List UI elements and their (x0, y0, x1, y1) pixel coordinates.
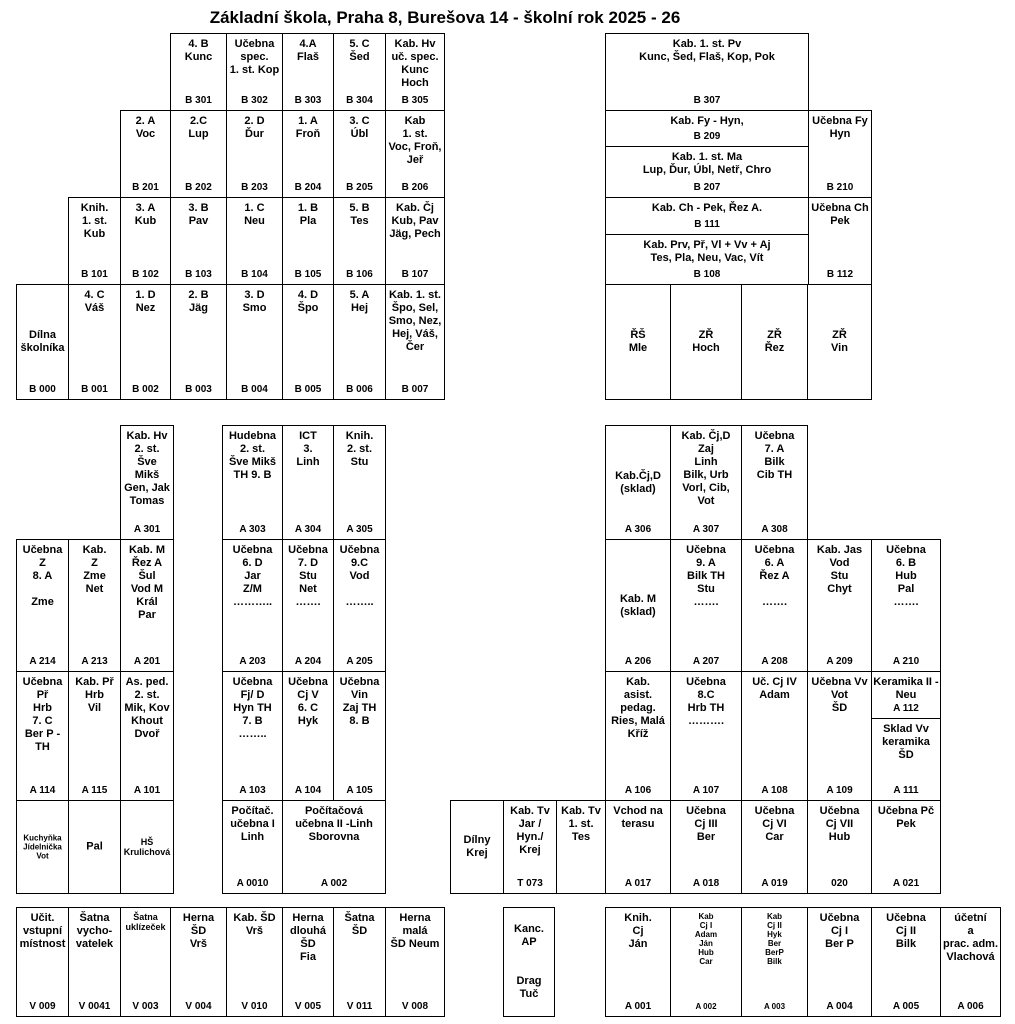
room-label: As. ped. 2. st. Mik, Kov Khout Dvoř (124, 676, 170, 740)
room-v008 (385, 907, 445, 1017)
room-code: V 009 (29, 1001, 56, 1012)
room-code: A 213 (81, 656, 108, 667)
room-a304 (282, 425, 334, 540)
room-label: 2. A Voc (135, 115, 156, 140)
room-b305 (385, 33, 445, 111)
room-label: Kab. Ch - Pek, Řez A. (651, 202, 763, 214)
room-dilny (450, 800, 504, 894)
room-code: A 114 (29, 785, 56, 796)
room-label: 2. B Jäg (188, 289, 209, 314)
room-a018 (670, 800, 742, 894)
room-v009 (16, 907, 69, 1017)
room-label: Učebna 7. D Stu Net ……. (288, 544, 328, 608)
room-label: Učebna 9. A Bilk TH Stu ……. (686, 544, 726, 608)
room-code: A 101 (133, 785, 161, 796)
room-label: Učebna Pč Pek (877, 805, 935, 830)
room-code: A 103 (239, 785, 266, 796)
room-v004 (170, 907, 227, 1017)
room-hs (120, 800, 174, 894)
room-r020 (807, 800, 872, 894)
room-label: 4. C Váš (84, 289, 105, 314)
room-b210 (808, 110, 872, 198)
room-label: 2. D Ďur (244, 115, 265, 140)
room-code: B 307 (693, 95, 721, 106)
room-a017 (605, 800, 671, 894)
room-code: A 005 (892, 1001, 920, 1012)
page-title: Základní škola, Praha 8, Burešova 14 - školní rok 2025 - 26 (209, 8, 681, 27)
room-code: B 003 (185, 384, 212, 395)
room-label: Učebna Fy Hyn (812, 115, 868, 140)
room-v010 (226, 907, 283, 1017)
room-code: A 001 (624, 1001, 652, 1012)
room-b005 (282, 284, 334, 400)
room-code: B 302 (241, 95, 268, 106)
room-label: Kab Cj II Hyk Ber BerP Bilk (765, 912, 784, 966)
room-a103 (222, 671, 283, 801)
room-label: 3. B Pav (188, 202, 209, 227)
room-code: B 004 (241, 384, 268, 395)
room-code: A 108 (761, 785, 788, 796)
room-a0010 (222, 800, 283, 894)
room-label: Kab.Čj,D (sklad) (615, 469, 661, 495)
room-code: A 018 (692, 878, 720, 889)
room-code: B 210 (826, 182, 854, 193)
room-label: Kab. Př Hrb Vil (75, 676, 114, 714)
room-label: Kab. Jas Vod Stu Chyt (816, 544, 863, 595)
room-code: A 306 (624, 524, 652, 535)
room-label: Knih. 1. st. Kub (80, 202, 109, 240)
room-code: V 003 (132, 1001, 159, 1012)
room-a307 (670, 425, 742, 540)
room-code: A 019 (761, 878, 788, 889)
room-label: 5. A Hej (349, 289, 370, 314)
room-code: B 108 (693, 269, 721, 280)
room-code: A 201 (133, 656, 161, 667)
room-label: Kab. Hv uč. spec. Kunc Hoch (391, 38, 439, 89)
room-code: V 008 (401, 1001, 429, 1012)
room-b106 (333, 197, 386, 285)
room-a207 (670, 539, 742, 672)
room-code: B 106 (346, 269, 373, 280)
room-code: A 206 (624, 656, 652, 667)
room-code: B 001 (81, 384, 108, 395)
room-code: T 073 (517, 878, 543, 889)
room-label: Kab. Tv Jar / Hyn./ Krej (510, 805, 550, 856)
room-code: B 206 (401, 182, 429, 193)
room-code: A 214 (29, 656, 56, 667)
room-code: A 104 (294, 785, 322, 796)
room-label: Uč. Cj IV Adam (752, 676, 797, 701)
room-code: A 109 (826, 785, 853, 796)
room-a208 (741, 539, 808, 672)
room-b209 (605, 110, 809, 147)
room-label: Kab. ŠD Vrš (233, 912, 276, 937)
room-code: B 000 (29, 384, 56, 395)
room-b101 (68, 197, 121, 285)
room-a004 (807, 907, 872, 1017)
room-code: A 204 (294, 656, 322, 667)
room-code: A 002 (320, 878, 348, 889)
room-a205 (333, 539, 386, 672)
room-code: A 112 (893, 703, 919, 714)
room-zr3 (807, 284, 872, 400)
room-label: Kab. Čj Kub, Pav Jäg, Pech (389, 202, 441, 240)
room-code: A 303 (239, 524, 266, 535)
room-b204 (282, 110, 334, 198)
room-a104 (282, 671, 334, 801)
room-code: B 102 (132, 269, 159, 280)
room-rs (605, 284, 671, 400)
room-a214 (16, 539, 69, 672)
room-label: Kab. Čj,D Zaj Linh Bilk, Urb Vorl, Cib, Vot (681, 430, 731, 507)
room-code: B 305 (401, 95, 429, 106)
room-label: Učebna 7. A Bilk Cib TH (754, 430, 795, 481)
room-code: A 006 (957, 1001, 984, 1012)
room-label: Učebna Vin Zaj TH 8. B (339, 676, 380, 727)
room-a115 (68, 671, 121, 801)
room-a301 (120, 425, 174, 540)
room-label: Počítač. učebna I Linh (230, 805, 275, 843)
room-code: B 005 (294, 384, 322, 395)
room-label: ZŘ Hoch (692, 329, 720, 354)
room-v005 (282, 907, 334, 1017)
room-code: A 106 (624, 785, 652, 796)
room-label: Kab Cj I Adam Ján Hub Car (694, 912, 718, 966)
room-a114 (16, 671, 69, 801)
room-label: Kab. Hv 2. st. Šve Mikš Gen, Jak Tomas (124, 430, 170, 507)
room-code: B 304 (346, 95, 373, 106)
room-code: B 303 (294, 95, 322, 106)
room-t073 (503, 800, 557, 894)
room-label: Knih. 2. st. Stu (345, 430, 374, 468)
room-label: 3. A Kub (134, 202, 157, 227)
room-code: B 105 (294, 269, 322, 280)
room-b102 (120, 197, 171, 285)
room-b105 (282, 197, 334, 285)
room-a206 (605, 539, 671, 672)
room-label: Kab. Prv, Př, Vl + Vv + Aj Tes, Pla, Neu, Vac, Vít (643, 239, 771, 264)
room-code: 020 (831, 878, 848, 889)
room-code: V 010 (241, 1001, 268, 1012)
room-b206 (385, 110, 445, 198)
room-code: B 103 (185, 269, 212, 280)
room-code: A 308 (761, 524, 788, 535)
room-b111 (605, 197, 809, 235)
room-label: Kab. 1. st. Ma Lup, Ďur, Úbl, Netř, Chro (642, 151, 772, 176)
room-label: 4. B Kunc (184, 38, 213, 63)
room-label: Šatna vycho- vatelek (75, 912, 114, 950)
room-label: Herna ŠD Vrš (182, 912, 215, 950)
room-a308 (741, 425, 808, 540)
room-b004 (226, 284, 283, 400)
room-a006 (940, 907, 1001, 1017)
room-code: B 101 (81, 269, 108, 280)
room-code: V 0041 (78, 1001, 111, 1012)
room-code: A 209 (826, 656, 853, 667)
room-label: Učebna 6. B Hub Pal ……. (886, 544, 926, 608)
room-label: Učebna Cj III Ber (686, 805, 726, 843)
room-a005 (871, 907, 941, 1017)
room-label: Šatna uklízeček (125, 912, 166, 932)
room-code: B 111 (694, 219, 720, 230)
room-a106 (605, 671, 671, 801)
room-code: A 0010 (236, 878, 269, 889)
room-code: A 003 (763, 1002, 786, 1011)
room-kuchynka (16, 800, 69, 894)
room-label: Kab. M Řez A Šul Vod M Král Par (128, 544, 166, 621)
room-label: Učebna Cj V 6. C Hyk (288, 676, 328, 727)
room-a209 (807, 539, 872, 672)
room-b302 (226, 33, 283, 111)
room-code: A 304 (294, 524, 322, 535)
room-label: Pal (86, 840, 103, 853)
room-a002 (282, 800, 386, 894)
room-zr2 (741, 284, 808, 400)
room-a001 (605, 907, 671, 1017)
room-label: Učebna 9.C Vod …….. (339, 544, 380, 608)
room-b103 (170, 197, 227, 285)
room-pal (68, 800, 121, 894)
room-label: Učebna Fj/ D Hyn TH 7. B …….. (232, 676, 273, 740)
room-a003 (741, 907, 808, 1017)
room-label: Kab. 1. st. Špo, Sel, Smo, Nez, Hej, Váš, Čer (388, 289, 442, 353)
room-b000 (16, 284, 69, 400)
room-code: A 208 (761, 656, 788, 667)
room-v0041 (68, 907, 121, 1017)
room-b205 (333, 110, 386, 198)
room-code: B 207 (693, 182, 721, 193)
room-b201 (120, 110, 171, 198)
room-label: Hudebna 2. st. Šve Mikš TH 9. B (228, 430, 277, 481)
room-code: B 209 (693, 131, 721, 142)
room-code: B 107 (401, 269, 429, 280)
room-label: Herna dlouhá ŠD Fia (289, 912, 327, 963)
room-a201 (120, 539, 174, 672)
room-label: Kuchyňka Jídelnička Vot (23, 833, 62, 861)
room-a203 (222, 539, 283, 672)
room-label: 2.C Lup (188, 115, 209, 140)
room-label: Učebna 8.C Hrb TH ………. (686, 676, 726, 727)
room-label: 3. C Úbl (349, 115, 370, 140)
room-label: Herna malá ŠD Neum (390, 912, 440, 950)
room-label: 4.A Flaš (296, 38, 319, 63)
room-label: Kab. 1. st. Pv Kunc, Šed, Flaš, Kop, Pok (639, 38, 775, 63)
room-code: A 203 (239, 656, 266, 667)
room-code: B 203 (241, 182, 268, 193)
room-code: A 301 (133, 524, 161, 535)
room-label: Dílny Krej (463, 834, 491, 859)
room-code: B 006 (346, 384, 373, 395)
room-a107 (670, 671, 742, 801)
room-label: Kab. M (sklad) (619, 592, 657, 618)
room-label: Počítačová učebna II -Linh Sborovna (295, 805, 373, 843)
room-b007 (385, 284, 445, 400)
room-label: účetní a prac. adm. Vlachová (942, 912, 999, 963)
room-a101 (120, 671, 174, 801)
room-label: Vchod na terasu (613, 805, 663, 830)
room-code: A 307 (692, 524, 720, 535)
room-label: Kab. Fy - Hyn, (670, 115, 744, 127)
room-label: HŠ Krulichová (123, 837, 171, 857)
room-code: B 301 (185, 95, 212, 106)
room-label: ZŘ Vin (831, 329, 848, 354)
room-a108 (741, 671, 808, 801)
room-label: Kab. Tv 1. st. Tes (561, 805, 601, 843)
room-b001 (68, 284, 121, 400)
room-label: Učebna spec. 1. st. Kop (229, 38, 280, 76)
room-code: A 021 (892, 878, 920, 889)
room-v011 (333, 907, 386, 1017)
room-code: A 111 (893, 785, 919, 796)
room-label: Keramika II - Neu (873, 676, 939, 701)
room-label: Knih. Cj Ján (624, 912, 652, 950)
room-label: Kab. asist. pedag. Ries, Malá Kříž (611, 676, 665, 740)
room-code: A 115 (81, 785, 108, 796)
room-code: B 104 (241, 269, 268, 280)
room-b108 (605, 234, 809, 285)
room-code: V 004 (185, 1001, 212, 1012)
room-label: Šatna ŠD (344, 912, 375, 937)
room-label: Učebna Cj VII Hub (819, 805, 860, 843)
room-b003 (170, 284, 227, 400)
room-label: Kab 1. st. Voc, Froň, Jeř (388, 115, 442, 166)
room-code: V 011 (346, 1001, 373, 1012)
room-code: A 004 (826, 1001, 853, 1012)
room-code: B 202 (185, 182, 212, 193)
room-code: V 005 (294, 1001, 322, 1012)
room-label: Učebna Z 8. A Zme (22, 544, 63, 608)
room-tv1 (556, 800, 606, 894)
room-a019 (741, 800, 808, 894)
room-label: 1. C Neu (244, 202, 265, 227)
room-label: ZŘ Řez (764, 329, 785, 354)
room-label: Učebna 6. D Jar Z/M ……….. (232, 544, 273, 608)
room-label: Učebna Cj I Ber P (819, 912, 860, 950)
room-label: Učit. vstupní místnost (19, 912, 66, 950)
room-a204 (282, 539, 334, 672)
room-label: Učebna Cj II Bilk (886, 912, 926, 950)
room-b304 (333, 33, 386, 111)
room-v003 (120, 907, 171, 1017)
room-code: B 002 (132, 384, 159, 395)
room-code: A 305 (346, 524, 373, 535)
room-code: A 017 (624, 878, 652, 889)
room-a305 (333, 425, 386, 540)
room-code: B 112 (826, 269, 854, 280)
room-label: Učebna Ch Pek (811, 202, 869, 227)
room-code: A 002 (695, 1002, 717, 1011)
room-b303 (282, 33, 334, 111)
room-code: B 201 (132, 182, 159, 193)
room-b002 (120, 284, 171, 400)
room-label: 3. D Smo (242, 289, 267, 314)
room-label: Učebna Př Hrb 7. C Ber P - TH (22, 676, 63, 753)
room-code: A 207 (692, 656, 720, 667)
room-a303 (222, 425, 283, 540)
room-b112 (808, 197, 872, 285)
room-a021 (871, 800, 941, 894)
room-a109 (807, 671, 872, 801)
room-label: Dílna školníka (20, 329, 65, 354)
room-a002b (670, 907, 742, 1017)
room-label: 5. B Tes (349, 202, 370, 227)
room-a105 (333, 671, 386, 801)
room-label: 4. D Špo (297, 289, 319, 314)
room-label: Kanc. AP Drag Tuč (514, 923, 544, 1000)
room-b104 (226, 197, 283, 285)
room-b207 (605, 146, 809, 198)
room-code: B 205 (346, 182, 373, 193)
room-b202 (170, 110, 227, 198)
room-code: A 210 (892, 656, 920, 667)
room-code: B 007 (401, 384, 429, 395)
room-label: ŘŠ Mle (628, 329, 648, 354)
room-a213 (68, 539, 121, 672)
room-code: A 105 (346, 785, 373, 796)
room-code: A 205 (346, 656, 373, 667)
room-b307 (605, 33, 809, 111)
room-label: 1. D Nez (135, 289, 156, 314)
room-b203 (226, 110, 283, 198)
room-b301 (170, 33, 227, 111)
room-b006 (333, 284, 386, 400)
room-label: ICT 3. Linh (296, 430, 320, 468)
room-label: Sklad Vv keramika ŠD (882, 723, 930, 761)
room-label: 1. A Froň (295, 115, 321, 140)
room-a306 (605, 425, 671, 540)
room-label: Kab. Z Zme Net (82, 544, 107, 595)
room-label: 5. C Šed (349, 38, 370, 63)
room-label: Učebna Vv Vot ŠD (811, 676, 868, 714)
room-kanc (503, 907, 555, 1017)
room-b107 (385, 197, 445, 285)
room-label: Učebna Cj VI Car (754, 805, 795, 843)
room-zr1 (670, 284, 742, 400)
room-a210 (871, 539, 941, 672)
room-a112 (871, 671, 941, 719)
room-label: 1. B Pla (297, 202, 319, 227)
room-label: Učebna 6. A Řez A ……. (754, 544, 795, 608)
room-code: A 107 (692, 785, 720, 796)
room-code: B 204 (294, 182, 322, 193)
room-a111 (871, 718, 941, 801)
